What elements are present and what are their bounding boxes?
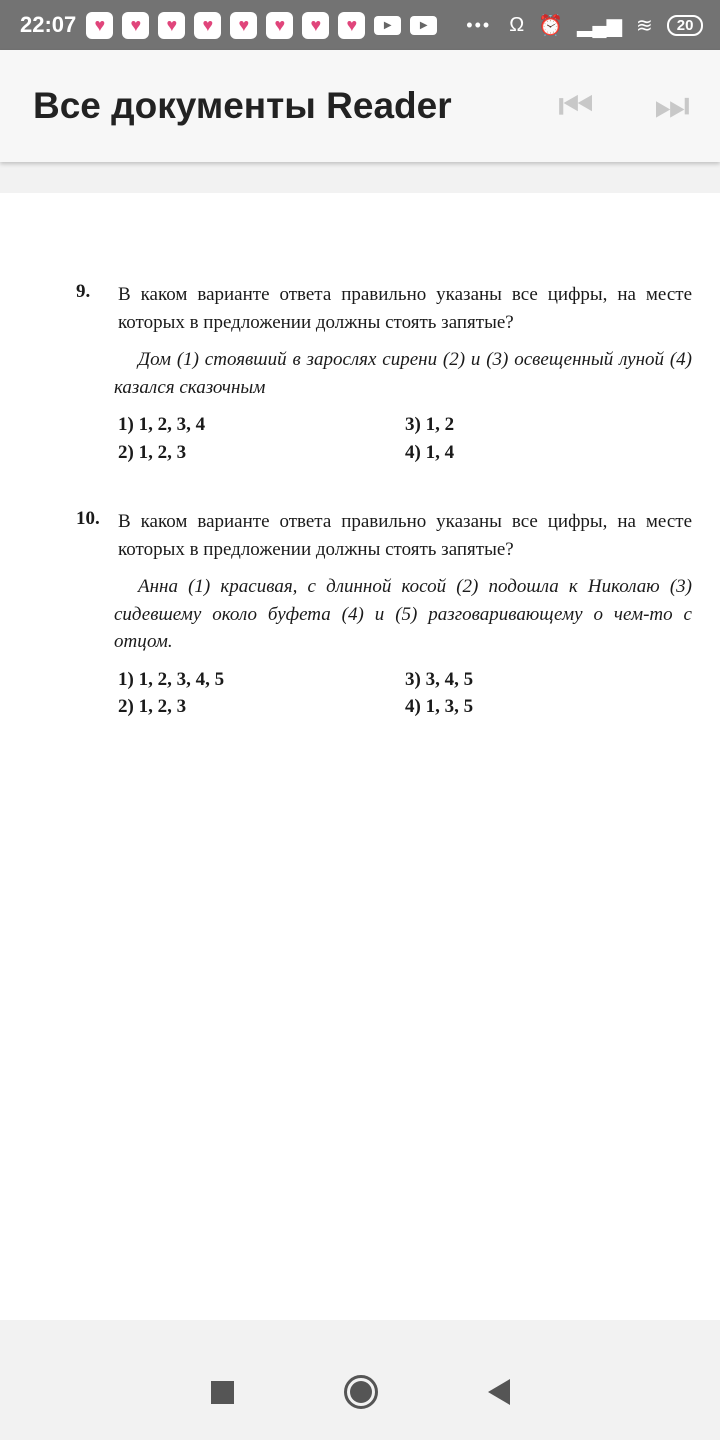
next-document-button[interactable] <box>624 84 720 129</box>
likee-notification-icon: ♥ <box>338 12 365 39</box>
question-number: 10. <box>76 508 100 529</box>
skip-next-icon: ⏭ <box>654 83 690 128</box>
more-notifications-icon: ••• <box>466 14 492 35</box>
answer-option: 3) 1, 2 <box>405 414 455 435</box>
question-9 <box>76 281 692 466</box>
question-10 <box>76 508 692 721</box>
answer-option: 1) 1, 2, 3, 4, 5 <box>118 668 225 690</box>
battery-icon: 20 <box>667 15 704 36</box>
app-bar <box>0 50 720 162</box>
signal-icon: ▂▄▆ <box>577 14 622 37</box>
likee-notification-icon: ♥ <box>302 12 329 39</box>
question-sentence: Дом (1) стоявший в зарослях сирени (2) и (3) освещенный луной (4) казался сказочным <box>114 349 692 398</box>
likee-notification-icon: ♥ <box>122 12 149 39</box>
likee-notification-icon: ♥ <box>158 12 185 39</box>
home-icon <box>350 1381 372 1403</box>
likee-notification-icon: ♥ <box>230 12 257 39</box>
answer-option: 4) 1, 4 <box>405 441 455 463</box>
home-button[interactable] <box>344 1375 378 1409</box>
answer-options <box>118 666 692 721</box>
question-sentence: Анна (1) красивая, с длинной косой (2) подошла к Николаю (3) сидевшему около буфета (4) и (5) разговаривающему о чем-то с отцом. <box>114 576 692 652</box>
app-title: Все документы Reader <box>33 85 452 126</box>
alarm-icon: ⏰ <box>538 14 564 37</box>
recents-button[interactable] <box>211 1381 234 1404</box>
back-button[interactable] <box>488 1379 510 1405</box>
status-bar <box>0 0 720 50</box>
answer-option: 3) 3, 4, 5 <box>405 668 474 690</box>
skip-previous-icon: ⏮ <box>558 83 594 128</box>
document-page[interactable] <box>0 193 720 1320</box>
likee-notification-icon: ♥ <box>194 12 221 39</box>
youtube-notification-icon: ▶ <box>410 16 437 35</box>
wifi-icon: ≋ <box>635 14 653 37</box>
headphones-icon: Ω <box>509 13 525 36</box>
clock: 22:07 <box>20 12 77 37</box>
answer-option: 2) 1, 2, 3 <box>118 441 187 463</box>
question-text: В каком варианте ответа правильно указаны все цифры, на месте которых в предложении должны стоять запятые? <box>118 284 692 333</box>
answer-option: 1) 1, 2, 3, 4 <box>118 414 206 435</box>
question-text: В каком варианте ответа правильно указаны все цифры, на месте которых в предложении должны стоять запятые? <box>118 511 692 560</box>
youtube-notification-icon: ▶ <box>374 16 401 35</box>
likee-notification-icon: ♥ <box>86 12 113 39</box>
system-nav-bar <box>0 1344 720 1440</box>
answer-options <box>118 411 692 466</box>
answer-option: 2) 1, 2, 3 <box>118 696 187 717</box>
question-number: 9. <box>76 281 91 302</box>
answer-option: 4) 1, 3, 5 <box>405 696 474 717</box>
previous-document-button[interactable] <box>528 84 624 129</box>
likee-notification-icon: ♥ <box>266 12 293 39</box>
